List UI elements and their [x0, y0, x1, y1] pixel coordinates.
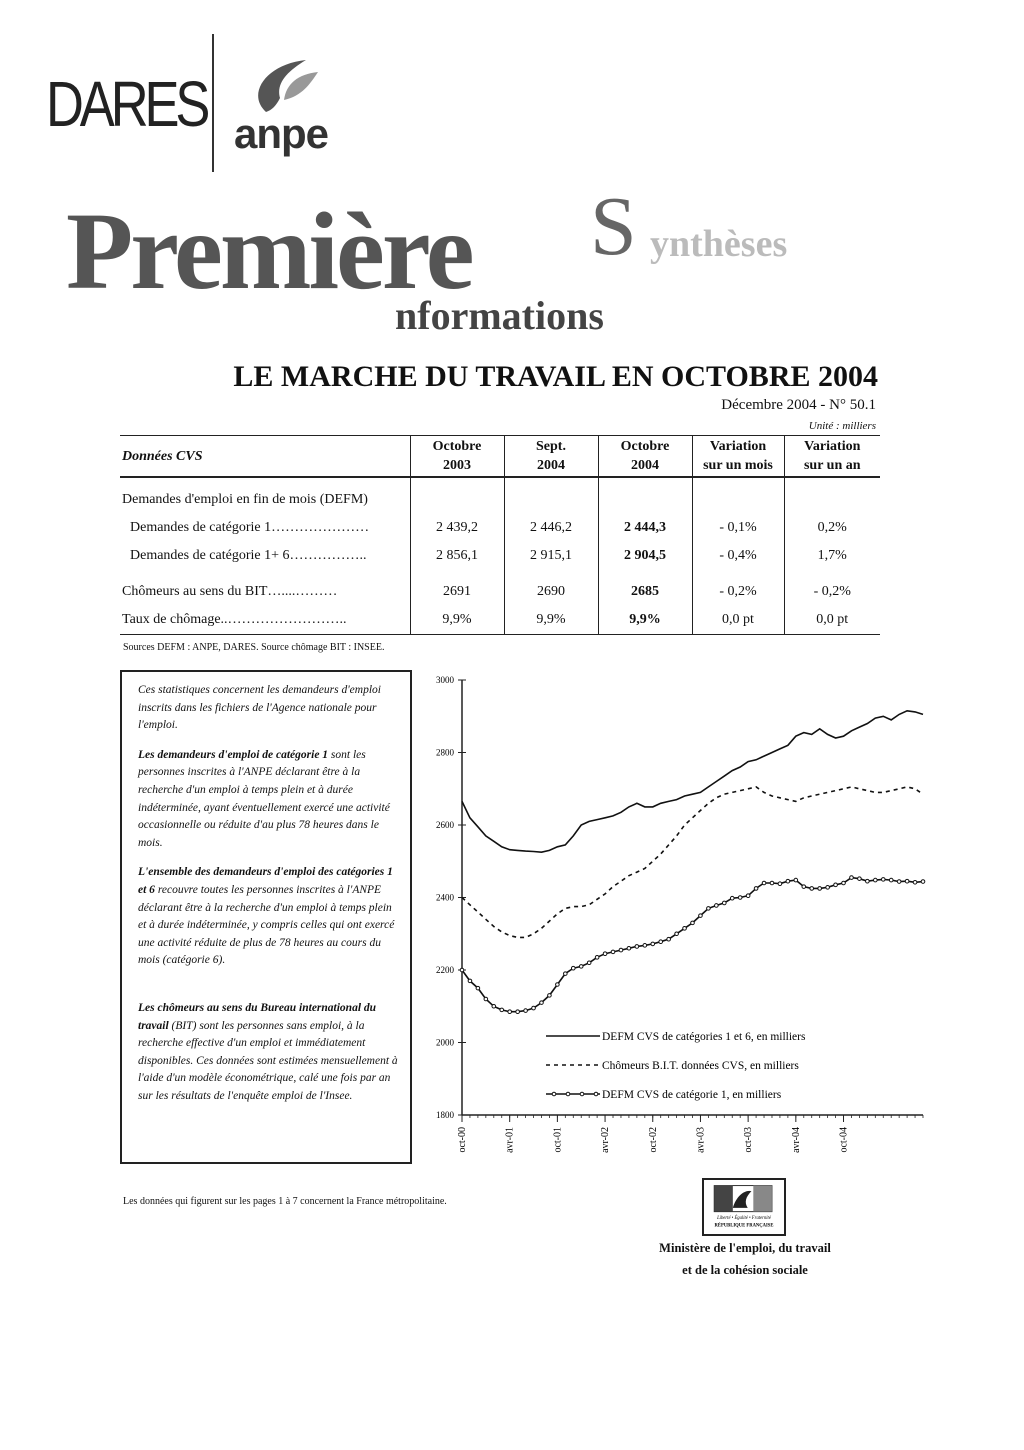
table-cell: 0,2% — [784, 514, 880, 542]
row-label: Chômeurs au sens du BIT…....……… — [122, 584, 338, 599]
table-header-label: Données CVS — [120, 436, 410, 478]
table-cell: - 0,2% — [784, 578, 880, 606]
table-cell: 9,9% — [504, 606, 598, 635]
table-cell: 2 915,1 — [504, 542, 598, 570]
series-point — [874, 878, 878, 882]
series-line-1 — [462, 711, 923, 852]
series-point — [556, 983, 560, 987]
series-point — [699, 914, 703, 918]
legend-marker — [552, 1092, 556, 1096]
definitions-box — [120, 670, 412, 1164]
series-point — [619, 948, 623, 952]
masthead-informations: nformations — [395, 293, 604, 338]
series-point — [484, 997, 488, 1001]
emblem-republic: RÉPUBLIQUE FRANÇAISE — [714, 1223, 774, 1229]
masthead-syntheses: ynthèses — [650, 223, 788, 265]
series-point — [730, 896, 734, 900]
x-tick-label: oct-00 — [457, 1127, 468, 1153]
x-tick-label: oct-01 — [552, 1127, 564, 1153]
col-header: Octobre 2004 — [598, 436, 692, 478]
table-cell: 2 446,2 — [504, 514, 598, 542]
col-header: Variation sur un an — [784, 436, 880, 478]
table-cell: 2685 — [598, 578, 692, 606]
ministry-line2: et de la cohésion sociale — [682, 1263, 808, 1277]
series-point — [802, 885, 806, 889]
x-tick-label: avr-02 — [600, 1127, 612, 1153]
ministry-line1: Ministère de l'emploi, du travail — [659, 1241, 831, 1255]
emblem-motto: Liberté • Égalité • Fraternité — [717, 1216, 771, 1222]
table-cell: 2 444,3 — [598, 514, 692, 542]
series-point — [492, 1004, 496, 1008]
x-tick-label: avr-04 — [790, 1127, 802, 1153]
series-point — [675, 932, 679, 936]
table-cell: 2 856,1 — [410, 542, 504, 570]
series-point — [778, 882, 782, 886]
table-row — [120, 542, 880, 570]
legend-label: Chômeurs B.I.T. données CVS, en milliers — [602, 1060, 799, 1072]
series-point — [866, 879, 870, 883]
series-point — [611, 950, 615, 954]
series-point — [635, 945, 639, 949]
table-row — [120, 606, 880, 635]
series-point — [587, 961, 591, 965]
definition-cat16: L'ensemble des demandeurs d'emploi des catégories 1 et 6 recouvre toutes les personnes inscrites à l'ANPE déclarant être à la recherche d'un emploi à temps plein et à durée indéterminée, y compris celles qui ont exercé une activité réduite de plus de 78 heures au cours du mois (catégorie 6). — [138, 866, 395, 967]
row-label: Taux de chômage..…………………….. — [120, 606, 410, 635]
y-tick-label: 3000 — [436, 675, 454, 685]
series-point — [810, 887, 814, 891]
series-point — [564, 972, 568, 976]
series-point — [905, 879, 909, 883]
series-point — [532, 1006, 536, 1010]
series-point — [913, 880, 917, 884]
series-line-2 — [462, 787, 923, 938]
col-header: Variation sur un mois — [692, 436, 784, 478]
table-section-row — [120, 486, 880, 514]
definition-intro: Ces statistiques concernent les demandeurs d'emploi inscrits dans les fichiers de l'Agence nationale pour l'emploi. — [138, 684, 381, 732]
table-cell: 2690 — [504, 578, 598, 606]
series-point — [691, 921, 695, 925]
y-tick-label: 2000 — [436, 1037, 454, 1048]
y-tick-label: 2400 — [436, 892, 454, 903]
series-point — [738, 896, 742, 900]
legend-marker — [594, 1092, 598, 1096]
series-point — [500, 1008, 504, 1012]
series-point — [842, 881, 846, 885]
dares-logo: DARES — [46, 68, 207, 140]
unemployment-chart — [420, 668, 940, 1168]
series-point — [571, 966, 575, 970]
table-cell: - 0,1% — [692, 514, 784, 542]
table-header-row — [120, 436, 880, 478]
x-tick-label: oct-04 — [838, 1127, 850, 1153]
series-point — [834, 883, 838, 887]
document-title: LE MARCHE DU TRAVAIL EN OCTOBRE 2004 — [233, 360, 878, 393]
series-point — [754, 887, 758, 891]
col-header: Sept. 2004 — [504, 436, 598, 478]
legend-label: DEFM CVS de catégories 1 et 6, en milliers — [602, 1031, 806, 1043]
series-point — [667, 937, 671, 941]
x-tick-label: avr-01 — [504, 1127, 516, 1153]
series-point — [651, 942, 655, 946]
anpe-logo: anpe — [234, 110, 329, 157]
table-cell: 2691 — [410, 578, 504, 606]
republique-francaise-emblem — [702, 1178, 786, 1236]
definition-cat1: Les demandeurs d'emploi de catégorie 1 sont les personnes inscrites à l'ANPE déclarant être à la recherche d'un emploi à temps plein et à durée indéterminée, ayant éventuellement exercé une activité occasionnelle ou réduite d'au plus 78 heures dans le mois. — [138, 748, 390, 849]
series-line-3 — [462, 878, 923, 1012]
series-point — [548, 994, 552, 998]
issue-date: Décembre 2004 - N° 50.1 — [721, 397, 876, 413]
table-sources: Sources DEFM : ANPE, DARES. Source chômage BIT : INSEE. — [123, 642, 385, 653]
series-point — [540, 1001, 544, 1005]
row-label: Demandes de catégorie 1………………… — [130, 520, 370, 535]
series-point — [770, 881, 774, 885]
definition-bit: Les chômeurs au sens du Bureau international du travail (BIT) sont les personnes sans emploi, à la recherche effective d'un emploi et immédiatement disponibles. Ces données sont estimées mensuellement à l'aide d'un modèle économétrique, calé une fois par an sur les résultats de l'enquête emploi de l'Insee. — [138, 1001, 398, 1102]
legend-label: DEFM CVS de catégorie 1, en milliers — [602, 1089, 782, 1101]
series-point — [746, 894, 750, 898]
series-point — [786, 879, 790, 883]
series-point — [722, 901, 726, 905]
x-tick-label: avr-03 — [695, 1127, 707, 1153]
masthead-s: S — [590, 180, 637, 273]
series-point — [707, 907, 711, 911]
series-point — [627, 946, 631, 950]
legend-marker — [580, 1092, 584, 1096]
series-point — [762, 881, 766, 885]
series-point — [897, 880, 901, 884]
table-cell: 9,9% — [410, 606, 504, 635]
labour-market-table — [120, 435, 880, 635]
x-tick-label: oct-02 — [647, 1127, 659, 1153]
series-point — [715, 904, 719, 908]
y-tick-label: 2800 — [436, 747, 454, 758]
logo-divider — [212, 34, 214, 172]
series-point — [858, 877, 862, 881]
y-tick-label: 2200 — [436, 965, 454, 975]
table-cell: 2 904,5 — [598, 542, 692, 570]
x-tick-label: oct-03 — [743, 1127, 755, 1153]
series-point — [850, 876, 854, 880]
series-point — [468, 979, 472, 983]
series-point — [921, 880, 925, 884]
series-point — [683, 927, 687, 931]
series-point — [603, 952, 607, 956]
table-cell: 1,7% — [784, 542, 880, 570]
ministry-name — [620, 1237, 870, 1281]
masthead-premiere: Première — [66, 190, 472, 312]
table-row — [120, 514, 880, 542]
table-row — [120, 578, 880, 606]
series-point — [524, 1009, 528, 1013]
table-cell: 0,0 pt — [692, 606, 784, 635]
series-point — [818, 887, 822, 891]
y-tick-label: 1800 — [436, 1110, 454, 1120]
col-header: Octobre 2003 — [410, 436, 504, 478]
series-point — [579, 965, 583, 969]
series-point — [659, 940, 663, 944]
table-cell: 9,9% — [598, 606, 692, 635]
row-label: Demandes de catégorie 1+ 6…………….. — [130, 548, 367, 563]
legend-marker — [566, 1092, 570, 1096]
table-cell: - 0,4% — [692, 542, 784, 570]
series-point — [516, 1010, 520, 1014]
y-tick-label: 2600 — [436, 820, 454, 830]
section-label: Demandes d'emploi en fin de mois (DEFM) — [122, 492, 368, 507]
series-point — [508, 1010, 512, 1014]
table-cell: - 0,2% — [692, 578, 784, 606]
anpe-swirl-icon — [236, 54, 326, 118]
series-point — [460, 968, 464, 972]
series-point — [794, 878, 798, 882]
unit-label: Unité : milliers — [808, 420, 876, 432]
series-point — [881, 878, 885, 882]
series-point — [889, 878, 893, 882]
table-cell: 0,0 pt — [784, 606, 880, 635]
series-point — [476, 986, 480, 990]
series-point — [826, 886, 830, 890]
footnote: Les données qui figurent sur les pages 1 à 7 concernent la France métropolitaine. — [123, 1196, 447, 1207]
table-cell: 2 439,2 — [410, 514, 504, 542]
series-point — [595, 956, 599, 960]
series-point — [643, 944, 647, 948]
